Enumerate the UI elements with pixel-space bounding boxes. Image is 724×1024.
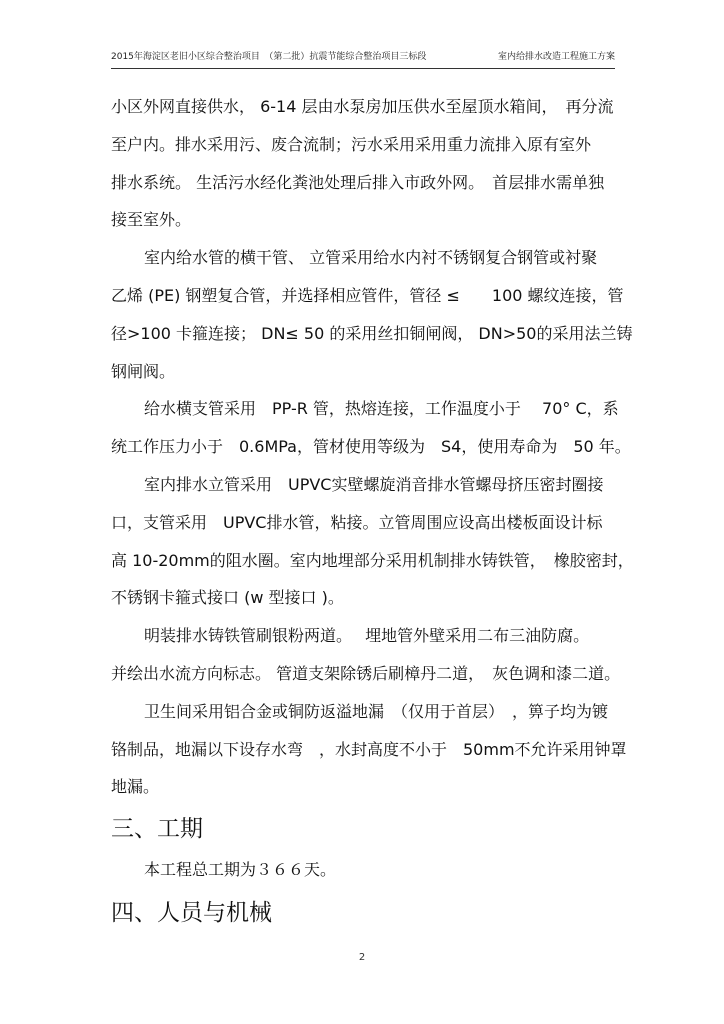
- paragraph-line: 明装排水铸铁管刷银粉两道。 埋地管外壁采用二布三油防腐。: [144, 626, 590, 646]
- paragraph-line: 口，支管采用 UPVC排水管，粘接。立管周围应设高出楼板面设计标: [111, 512, 603, 532]
- paragraph-line: 地漏。: [111, 777, 160, 797]
- paragraph-line: 室内给水管的横干管、 立管采用给水内衬不锈钢复合钢管或衬聚: [144, 248, 598, 268]
- paragraph-water-supply: [111, 88, 615, 239]
- paragraph-line: 乙烯 (PE) 钢塑复合管，并选择相应管件，管径 ≤ 100 螺纹连接，管: [111, 285, 624, 305]
- page-number: 2: [358, 952, 366, 963]
- paragraph-line: 至户内。排水采用污、废合流制；污水采用采用重力流排入原有室外: [111, 134, 592, 154]
- paragraph-branch-pipes: [111, 390, 631, 466]
- section-heading-schedule: 三、工期: [111, 816, 203, 843]
- paragraph-line: 室内排水立管采用 UPVC实壁螺旋消音排水管螺母挤压密封圈接: [144, 474, 604, 494]
- paragraph-line: 高 10-20mm的阻水圈。室内地埋部分采用机制排水铸铁管， 橡胶密封，: [111, 550, 634, 570]
- paragraph-floor-drains: [111, 693, 627, 806]
- paragraph-supply-pipes: [111, 239, 633, 390]
- paragraph-line: 小区外网直接供水， 6-14 层由水泵房加压供水至屋顶水箱间， 再分流: [111, 97, 614, 116]
- paragraph-drainage-risers: [111, 466, 634, 617]
- page-header: [111, 50, 615, 69]
- paragraph-line: 铬制品，地漏以下设存水弯 ，水封高度不小于 50mm不允许采用钟罩: [111, 739, 627, 759]
- paragraph-painting: [111, 617, 621, 693]
- paragraph-schedule: [111, 851, 615, 889]
- paragraph-line: 接至室外。: [111, 210, 192, 230]
- paragraph-line: 排水系统。 生活污水经化粪池处理后排入市政外网。 首层排水需单独: [111, 172, 605, 192]
- paragraph-line: 本工程总工期为３６６天。: [144, 860, 337, 880]
- paragraph-line: 统工作压力小于 0.6MPa，管材使用等级为 S4，使用寿命为 50 年。: [111, 437, 631, 457]
- paragraph-line: 并绘出水流方向标志。 管道支架除锈后刷樟丹二道， 灰色调和漆二道。: [111, 663, 621, 683]
- paragraph-line: 径>100 卡箍连接； DN≤ 50 的采用丝扣铜闸阀， DN>50的采用法兰铸: [111, 323, 633, 343]
- section-heading-personnel-machinery: 四、人员与机械: [111, 899, 272, 926]
- document-body: [111, 88, 634, 935]
- paragraph-line: 卫生间采用铝合金或铜防返溢地漏 （仅用于首层） ，箅子均为镀: [144, 701, 609, 721]
- paragraph-line: 钢闸阀。: [111, 361, 176, 381]
- paragraph-line: 不锈钢卡箍式接口 (w 型接口 )。: [111, 588, 344, 608]
- paragraph-line: 给水横支管采用 PP-R 管，热熔连接，工作温度小于 70° C，系: [144, 399, 619, 419]
- header-document-title: 室内给排水改造工程施工方案: [497, 52, 615, 62]
- header-project-title: 2015年海淀区老旧小区综合整治项目 （第二批）抗震节能综合整治项目三标段: [111, 52, 427, 62]
